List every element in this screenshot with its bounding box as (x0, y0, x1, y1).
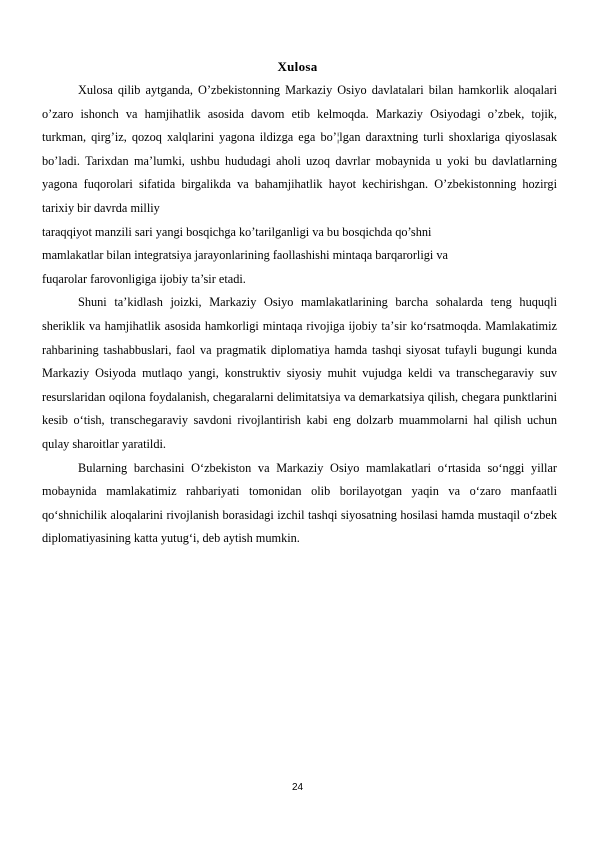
paragraph-1-continuation: O’zbekistonning hozirgi tarixiy bir davrda milliy (42, 177, 557, 215)
page-number: 24 (291, 782, 304, 793)
paragraph-1-tail (42, 221, 557, 292)
page-title: Xulosa (277, 59, 318, 74)
paragraph-1-line-2: taraqqiyot manzili sari yangi bosqichga ko’tarilganligi va bu bosqichda qo’shni (42, 224, 432, 239)
paragraph-2: Shuni ta’kidlash joizki, Markaziy Osiyo mamlakatlarining barcha sohalarda teng huquqli sheriklik va hamjihatlik asosida hamkorligi mintaqa rivojiga ijobiy taʼsir koʻrsatmoqda. Mamlakatimiz rahbarining tashabbuslari, faol va pragmatik diplomatiya hamda tashqi siyosat tufayli bugungi kunda Markaziy Osiyoda mutlaqo yangi, konstruktiv siyosiy muhit vujudga keldi va transchegaraviy suv resurslaridan oqilona foydalanish, chegaralarni delimitatsiya va demarkatsiya qilish, chegara punktlarini kesib oʻtish, transchegaraviy savdoni rivojlantirish kabi eng dolzarb muammolarni hal qilish uchun qulay sharoitlar yaratildi. (42, 295, 557, 451)
paragraph-1 (42, 79, 557, 221)
paragraph-1-line-3: mamlakatlar bilan integratsiya jarayonlarining faollashishi mintaqa barqarorligi va (42, 248, 449, 263)
paragraph-1-line-4: fuqarolar farovonligiga ijobiy ta’sir etadi. (42, 271, 246, 286)
paragraph-3: Bularning barchasini Oʻzbekiston va Markaziy Osiyo mamlakatlari oʻrtasida soʻnggi yillar mobaynida mamlakatimiz rahbariyati tomonidan olib borilayotgan yaqin va oʻzaro manfaatli qoʻshnichilik aloqalarini rivojlanish borasidagi izchil tashqi siyosatning hosilasi hamda mustaqil oʻzbek diplomatiyasining katta yutugʻi, deb aytish mumkin. (42, 460, 557, 546)
paragraph-1-text: Xulosa qilib aytganda, O’zbekistonning Markaziy Osiyo davlatalari bilan hamkorlik aloqalari o’zaro ishonch va hamjihatlik asosida davom etib kelmoqda. Markaziy Osiyodagi o’zbek, tojik, turkman, qirg’iz, qozoq xalqlarini yagona ildizga ega bo’¦lgan daraxtning turli shoxlariga qiyoslasak bo’ladi. Tarixdan ma’lumki, ushbu hududagi aholi uzoq davrlar mobaynida u yoki bu davlatlarning yagona fuqorolari sifatida birgalikda va bahamjihatlik hayot kechirishgan. (42, 83, 557, 192)
document-body (42, 79, 557, 551)
